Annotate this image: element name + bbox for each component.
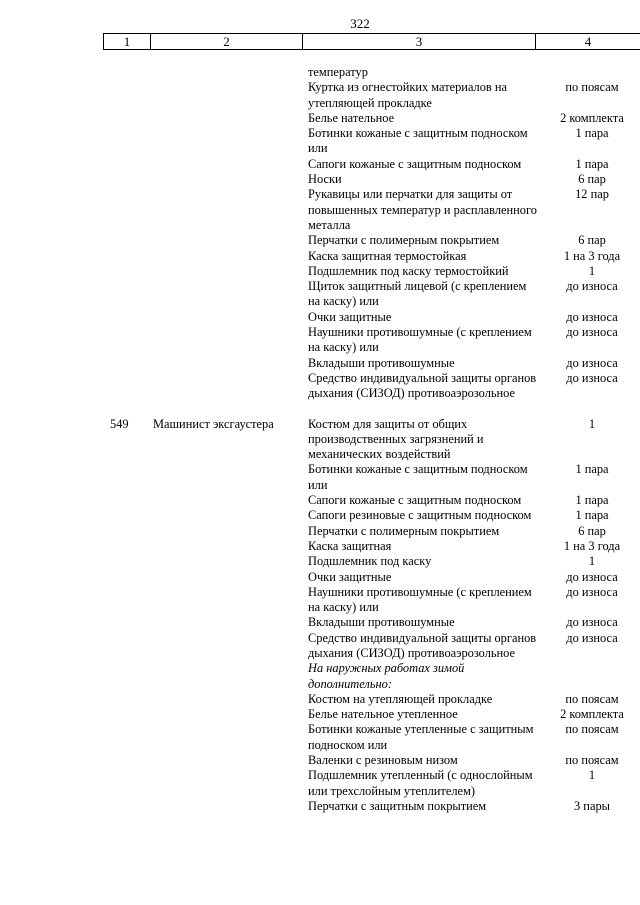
table-row bbox=[0, 753, 640, 768]
item-norm: до износа bbox=[566, 309, 618, 324]
table-row bbox=[0, 187, 640, 233]
table-row bbox=[0, 111, 640, 126]
table-row bbox=[0, 249, 640, 264]
item-name: Наушники противошумные (с креплением на каску) или bbox=[308, 584, 532, 615]
header-col-1: 1 bbox=[104, 34, 151, 49]
item-name: Очки защитные bbox=[308, 569, 392, 584]
table-row bbox=[0, 615, 640, 630]
table-row bbox=[0, 65, 640, 80]
item-norm: до износа bbox=[566, 584, 618, 599]
table-row bbox=[0, 264, 640, 279]
item-norm: по поясам bbox=[565, 722, 619, 737]
table-row bbox=[0, 417, 640, 463]
item-name: Носки bbox=[308, 172, 342, 187]
item-name: Перчатки с защитным покрытием bbox=[308, 798, 487, 813]
header-col-2: 2 bbox=[151, 34, 303, 49]
item-name: Куртка из огнестойких материалов на утепляющей прокладке bbox=[308, 80, 508, 110]
item-norm: до износа bbox=[566, 615, 618, 630]
header-col-4: 4 bbox=[584, 34, 592, 49]
item-name: Сапоги кожаные с защитным подноском bbox=[308, 156, 522, 171]
section-note: На наружных работах зимой дополнительно: bbox=[308, 661, 465, 691]
item-norm: 1 на 3 года bbox=[563, 538, 621, 553]
item-norm: 1 пара bbox=[575, 493, 609, 508]
item-norm: 3 пары bbox=[574, 798, 610, 813]
table-row bbox=[0, 631, 640, 662]
table-row bbox=[0, 707, 640, 722]
item-norm: до износа bbox=[566, 325, 618, 340]
item-name: температур bbox=[308, 65, 368, 79]
item-norm: 1 bbox=[588, 768, 596, 783]
table-row bbox=[0, 371, 640, 402]
item-norm: 1 пара bbox=[575, 508, 609, 523]
item-norm: до износа bbox=[566, 355, 618, 370]
item-norm: 1 пара bbox=[575, 126, 609, 141]
item-norm: 6 пар bbox=[578, 172, 606, 187]
item-norm: по поясам bbox=[565, 753, 619, 768]
item-norm: 1 bbox=[588, 263, 596, 278]
item-norm: 6 пар bbox=[578, 233, 606, 248]
header-col-3: 3 bbox=[303, 34, 536, 49]
item-name: Средство индивидуальной защиты органов дыхания (СИЗОД) противоаэрозольное bbox=[308, 370, 537, 401]
item-name: Сапоги кожаные с защитным подноском bbox=[308, 493, 522, 508]
item-name: Наушники противошумные (с креплением на каску) или bbox=[308, 325, 532, 355]
item-name: Костюм на утепляющей прокладке bbox=[308, 691, 493, 706]
table-row bbox=[0, 172, 640, 187]
item-norm: до износа bbox=[566, 370, 618, 385]
item-name: Перчатки с полимерным покрытием bbox=[308, 523, 500, 538]
table-row bbox=[0, 524, 640, 539]
item-name: Валенки с резиновым низом bbox=[308, 753, 458, 768]
table-header bbox=[103, 33, 640, 50]
item-name: Ботинки кожаные с защитным подноском или bbox=[308, 126, 528, 156]
item-name: Подшлемник утепленный (с однослойным или трехслойным утеплителем) bbox=[308, 768, 533, 798]
item-name: Очки защитные bbox=[308, 309, 392, 324]
table-row bbox=[0, 80, 640, 111]
item-name: Перчатки с полимерным покрытием bbox=[308, 233, 500, 248]
item-name: Вкладыши противошумные bbox=[308, 355, 455, 370]
row-number: 549 bbox=[110, 416, 129, 431]
table-row bbox=[0, 554, 640, 569]
item-name: Щиток защитный лицевой (с креплением на каску) или bbox=[308, 279, 527, 309]
item-name: Вкладыши противошумные bbox=[308, 615, 455, 630]
table-row bbox=[0, 462, 640, 493]
item-norm: 1 bbox=[588, 416, 596, 431]
table-row bbox=[0, 157, 640, 172]
item-norm: 1 пара bbox=[575, 462, 609, 477]
item-norm: 6 пар bbox=[578, 523, 606, 538]
table-row bbox=[0, 722, 640, 753]
item-name: Каска защитная bbox=[308, 538, 392, 553]
item-norm: 1 на 3 года bbox=[563, 248, 621, 263]
table-row bbox=[0, 692, 640, 707]
item-name: Ботинки кожаные с защитным подноском или bbox=[308, 462, 528, 492]
item-name: Белье нательное утепленное bbox=[308, 707, 458, 722]
table-row bbox=[0, 539, 640, 554]
table-row bbox=[0, 325, 640, 356]
table-row bbox=[0, 799, 640, 814]
table-body bbox=[0, 65, 640, 814]
item-norm: 1 пара bbox=[575, 156, 609, 171]
table-row bbox=[0, 126, 640, 157]
item-name: Сапоги резиновые с защитным подноском bbox=[308, 508, 532, 523]
table-row bbox=[0, 233, 640, 248]
item-norm: 1 bbox=[588, 554, 596, 569]
item-norm: 12 пар bbox=[575, 187, 609, 202]
table-row bbox=[0, 279, 640, 310]
profession-name: Машинист эксгаустера bbox=[153, 416, 274, 431]
table-row bbox=[0, 356, 640, 371]
page-number: 322 bbox=[350, 16, 370, 31]
table-row bbox=[0, 585, 640, 616]
table-row bbox=[0, 661, 640, 692]
item-norm: до износа bbox=[566, 569, 618, 584]
item-norm: 2 комплекта bbox=[560, 707, 624, 722]
item-norm: по поясам bbox=[565, 80, 619, 95]
table-row bbox=[0, 570, 640, 585]
item-name: Ботинки кожаные утепленные с защитным подноском или bbox=[308, 722, 534, 752]
item-name: Подшлемник под каску термостойкий bbox=[308, 263, 509, 278]
table-row bbox=[0, 310, 640, 325]
item-name: Белье нательное bbox=[308, 110, 395, 125]
item-name: Средство индивидуальной защиты органов дыхания (СИЗОД) противоаэрозольное bbox=[308, 630, 537, 660]
item-name: Каска защитная термостойкая bbox=[308, 248, 467, 263]
table-row bbox=[0, 508, 640, 523]
item-norm: до износа bbox=[566, 630, 618, 645]
item-norm: до износа bbox=[566, 279, 618, 294]
item-name: Рукавицы или перчатки для защиты от повышенных температур и расплавленного металла bbox=[308, 187, 537, 232]
item-name: Костюм для защиты от общих производственных загрязнений и механических воздействий bbox=[308, 416, 484, 462]
table-row bbox=[0, 493, 640, 508]
item-norm: 2 комплекта bbox=[560, 110, 624, 125]
item-norm: по поясам bbox=[565, 691, 619, 706]
table-row bbox=[0, 768, 640, 799]
item-name: Подшлемник под каску bbox=[308, 554, 432, 569]
